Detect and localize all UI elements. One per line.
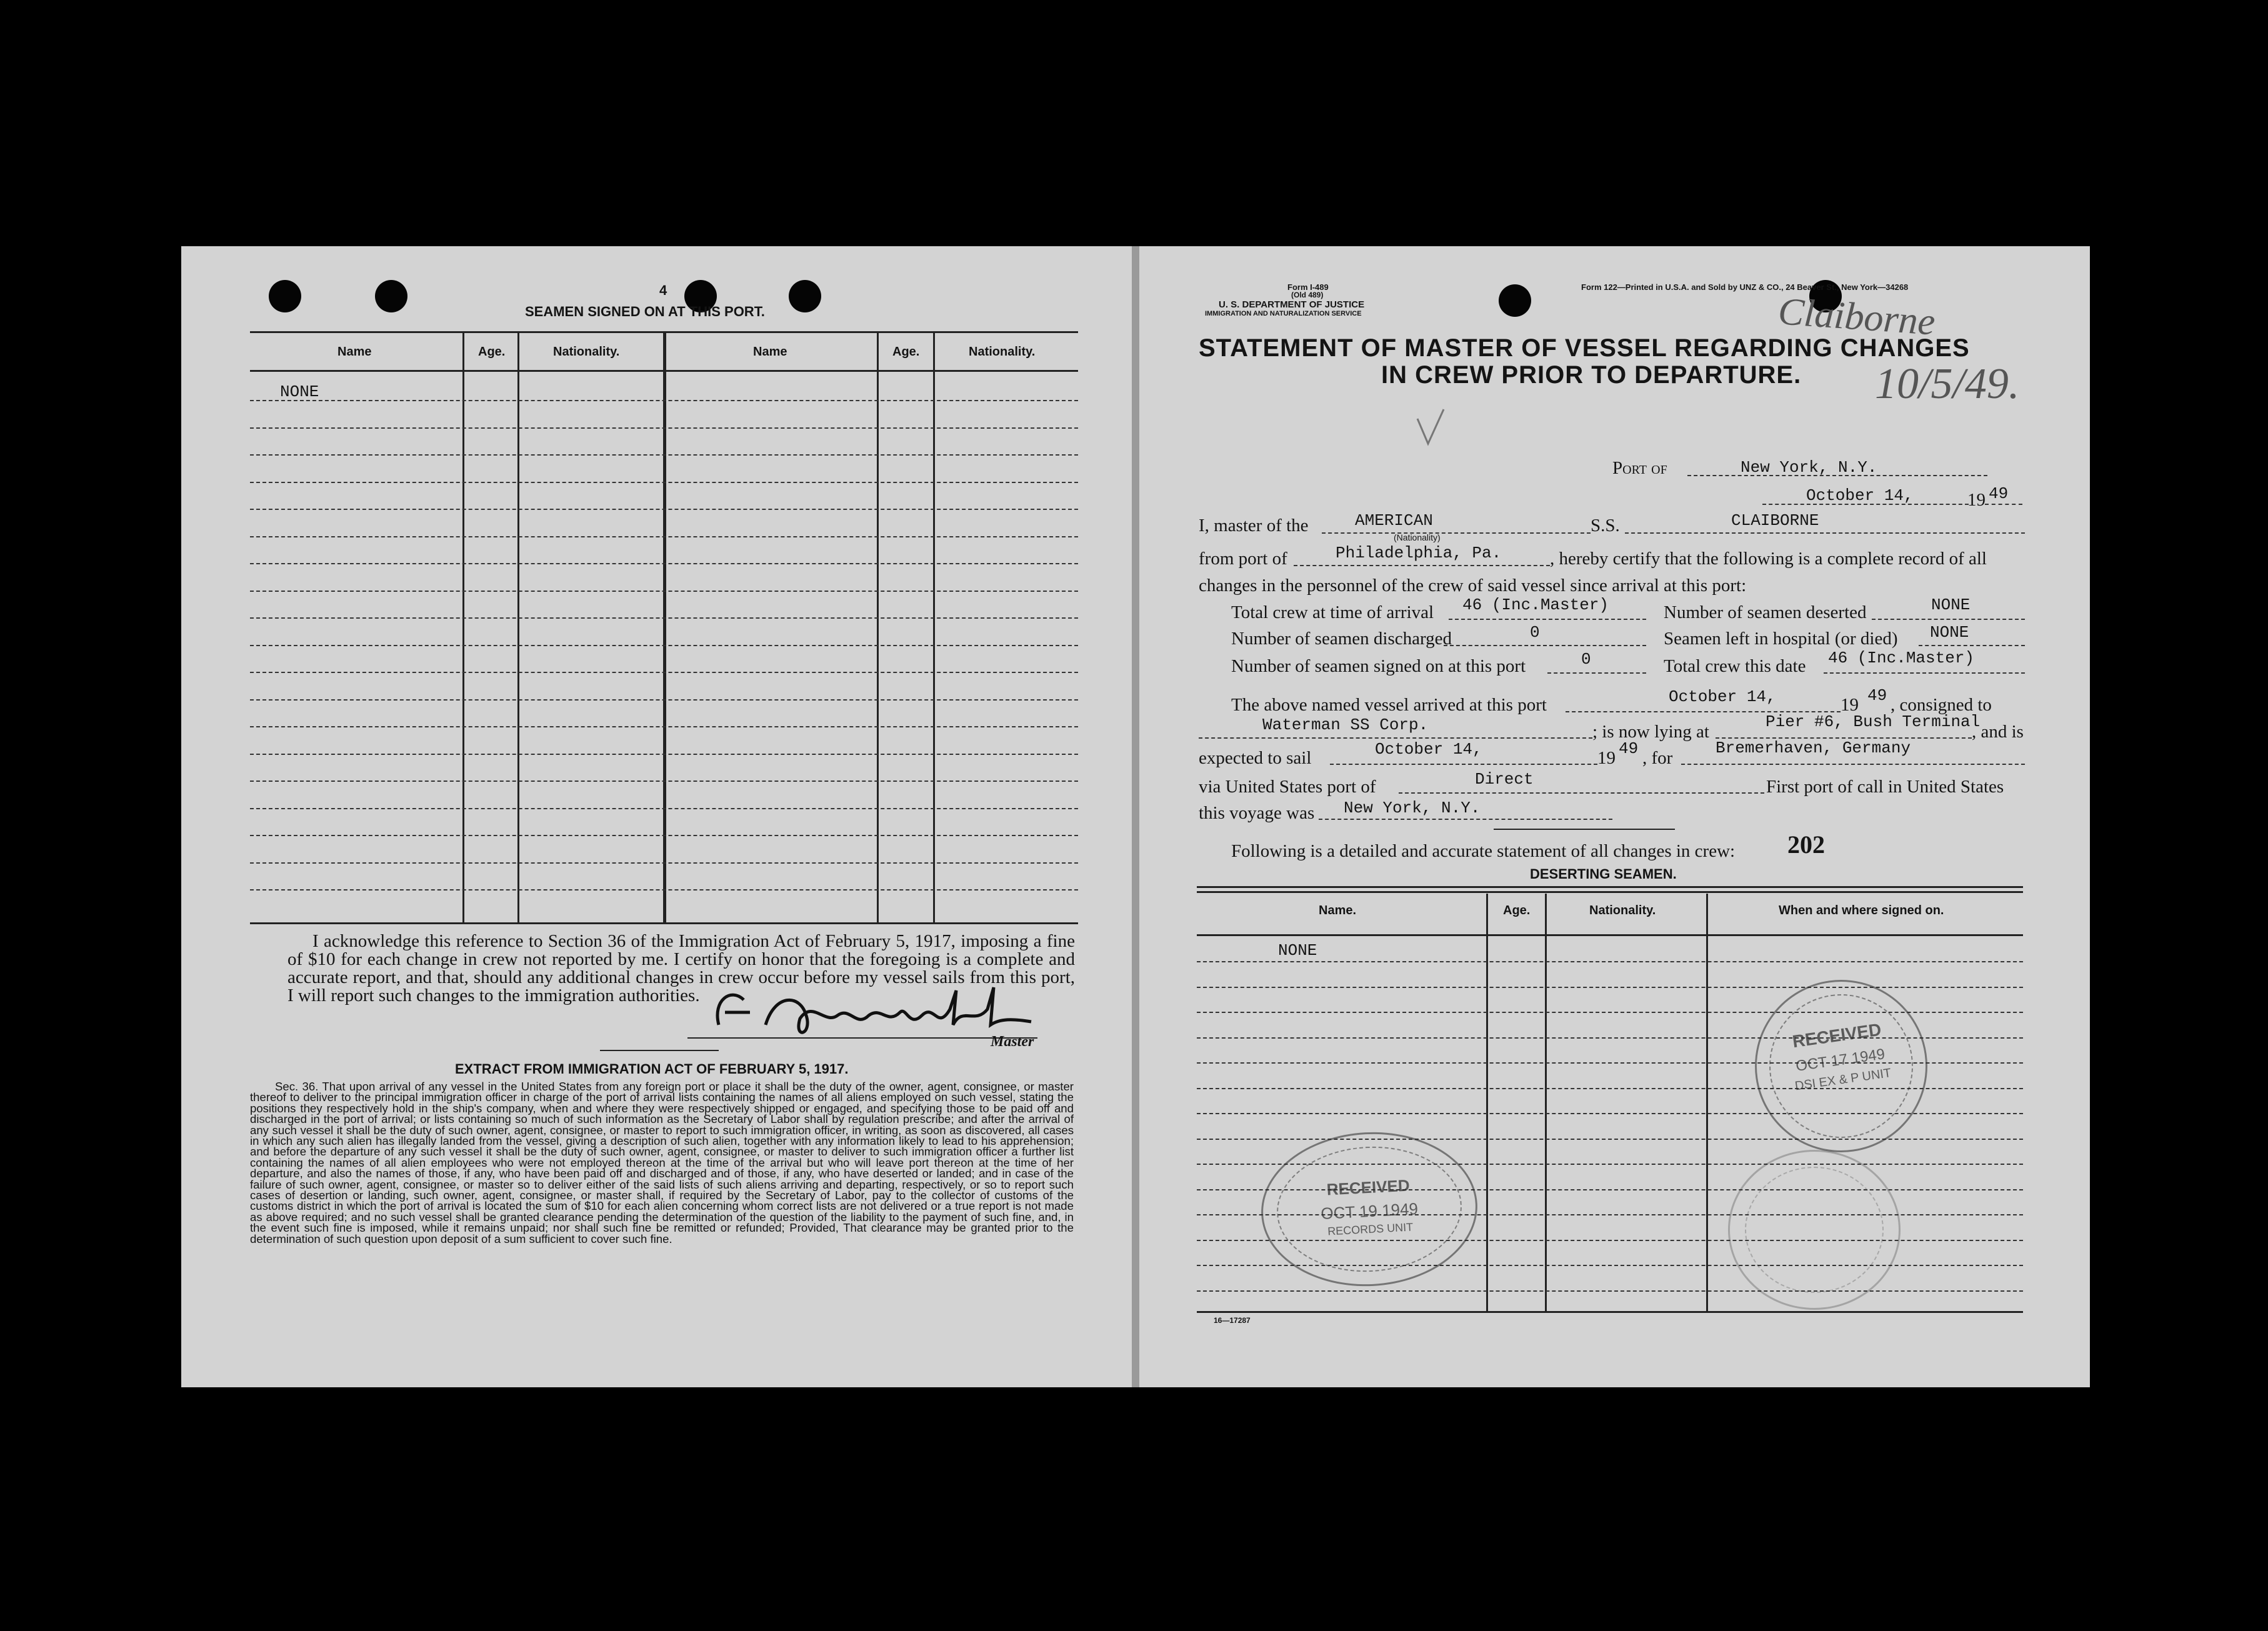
certify-text: , hereby certify that the following is a complete record of all — [1550, 549, 1987, 569]
row-line — [250, 889, 1078, 890]
fill-line — [1872, 619, 2025, 620]
changes-text: changes in the personnel of the crew of said vessel since arrival at this port: — [1199, 576, 1747, 596]
deserting-heading: DESERTING SEAMEN. — [1530, 866, 1677, 882]
column-header: Nationality. — [553, 345, 620, 359]
divider-rule — [1494, 829, 1675, 830]
row-line — [250, 591, 1078, 592]
vessel-name: CLAIBORNE — [1731, 511, 1819, 530]
punch-hole — [375, 280, 407, 312]
stamp-received-text: RECEIVED — [1791, 1019, 1883, 1052]
row-line — [250, 427, 1078, 429]
checkmark-icon — [1412, 406, 1450, 450]
form-id: Form I-489 — [1287, 282, 1329, 292]
arrived-date: October 14, — [1669, 687, 1776, 706]
column-header: Name. — [1319, 904, 1357, 917]
column-header: Age. — [478, 345, 506, 359]
service: IMMIGRATION AND NATURALIZATION SERVICE — [1205, 310, 1362, 317]
voyage-label: this voyage was — [1199, 803, 1315, 823]
punch-hole — [789, 280, 821, 312]
ss-label: S.S. — [1591, 516, 1620, 536]
row-line — [250, 672, 1078, 673]
page-number: 4 — [659, 282, 667, 298]
extract-title: EXTRACT FROM IMMIGRATION ACT OF FEBRUARY 5, 1917. — [455, 1061, 849, 1077]
form-title: STATEMENT OF MASTER OF VESSEL REGARDING CHANGES — [1199, 334, 1970, 362]
row-line — [250, 726, 1078, 727]
row-line — [250, 645, 1078, 646]
from-port-label: from port of — [1199, 549, 1287, 569]
from-port-value: Philadelphia, Pa. — [1336, 544, 1502, 562]
arrived-19: 19 — [1841, 695, 1859, 715]
row-line — [1197, 961, 2023, 962]
via-label: via United States port of — [1199, 777, 1376, 797]
deserted-label: Number of seamen deserted — [1664, 602, 1867, 622]
column-header: Name — [337, 345, 372, 359]
table-header-rule — [1197, 934, 2023, 936]
page-fold — [1132, 246, 1139, 1387]
master-label: Master — [991, 1034, 1034, 1050]
expected-label: expected to sail — [1199, 748, 1312, 768]
sail-19: 19 — [1597, 748, 1616, 768]
deserted-value: NONE — [1931, 596, 1971, 614]
fill-line — [1449, 619, 1646, 620]
stamp-unit: RECORDS UNIT — [1327, 1220, 1414, 1238]
column-header: Age. — [1503, 904, 1531, 917]
via-port: Direct — [1475, 770, 1534, 789]
section-heading: SEAMEN SIGNED ON AT THIS PORT. — [525, 304, 765, 319]
arrived-label: The above named vessel arrived at this port — [1231, 695, 1547, 715]
row-line — [250, 482, 1078, 483]
punch-hole — [269, 280, 301, 312]
date-19: 19 — [1967, 490, 1986, 510]
stamp-received-text: RECEIVED — [1326, 1175, 1411, 1199]
first-call-label: First port of call in United States — [1766, 777, 2004, 797]
stamp-date: OCT 19 1949 — [1320, 1199, 1419, 1224]
form-title: IN CREW PRIOR TO DEPARTURE. — [1381, 361, 1802, 389]
destination: Bremerhaven, Germany — [1716, 739, 1911, 757]
row-line — [250, 536, 1078, 537]
for-label: , for — [1642, 748, 1673, 768]
hospital-value: NONE — [1930, 623, 1969, 642]
hospital-label: Seamen left in hospital (or died) — [1664, 629, 1898, 649]
total-crew-date-value: 46 (Inc.Master) — [1828, 649, 1975, 667]
row-line — [250, 509, 1078, 510]
row-line — [250, 781, 1078, 782]
total-crew-arrival-value: 46 (Inc.Master) — [1462, 596, 1609, 614]
column-divider — [1486, 894, 1488, 1311]
divider-rule — [600, 1050, 719, 1051]
row-line — [250, 862, 1078, 864]
handwritten-date: 10/5/49. — [1875, 360, 2020, 408]
signature-line — [687, 1037, 1037, 1039]
printer-line: Form 122—Printed in U.S.A. and Sold by UNZ & CO., 24 Beaver St., New York—34268 — [1581, 282, 1909, 292]
column-divider — [1545, 894, 1547, 1311]
punch-hole — [1499, 284, 1531, 317]
stamped-number: 202 — [1787, 830, 1825, 859]
master-of-label: I, master of the — [1199, 516, 1309, 536]
and-is: , and is — [1972, 722, 2024, 742]
fill-line — [1625, 532, 2025, 534]
first-call-port: New York, N.Y. — [1344, 799, 1481, 817]
fill-line — [1330, 764, 1597, 765]
stamp-date: OCT 17 1949 — [1794, 1045, 1886, 1075]
faint-stamp — [1728, 1150, 1901, 1310]
fill-line — [1399, 792, 1764, 794]
fill-line — [1681, 764, 2025, 765]
row-line — [250, 835, 1078, 836]
table-entry: NONE — [1278, 941, 1317, 960]
column-header: When and where signed on. — [1779, 904, 1944, 917]
table-entry: NONE — [280, 382, 319, 401]
table-bottom-rule — [1197, 1311, 2023, 1313]
fill-line — [1199, 737, 1592, 739]
extract-text: Sec. 36. That upon arrival of any vessel in the United States from any foreign port or place it shall be the duty of the owner, agent, consignee, or master thereof to deliver to the principal immigration officer in charge of the port of arrival lists containing the names of all aliens employed on such vessel, stating the positions they respectively hold in the ship's company, when and where they were respectively shipped or engaged, and specifying those to be paid off and discharged in the port of arrival; or lists containing so much of such information as the Secretary of Labor shall by regulation prescribe; and after the arrival of any such vessel it shall be the duty of such owner, agent, consignee, or master to report to such immigration officer, in writing, as soon as discovered, all cases in which any such alien has illegally landed from the vessel, giving a description of such alien, together with any information likely to lead to his apprehension; and before the departure of any such vessel it shall be the duty of such owner, agent, consignee, or master to deliver to such immigration officer a further list containing the names of all alien employees who were not employed thereon at the time of the arrival but who will leave port thereon at the time of her departure, and also the names of those, if any, who have been paid off and discharged and of those, if any, who have deserted or landed; and in case of the failure of such owner, agent, consignee, or master so to deliver either of the said lists of such aliens arriving and departing, respectively, or so to report such cases of desertion or landing, such owner, agent, consignee, or master shall, if required by the Secretary of Labor, pay to the collector of customs of the customs district in which the port of arrival is located the sum of $10 for each alien concerning whom correct lists are not delivered or a true report is not made as above required; and no such vessel shall be granted clearance pending the determination of the question of the liability to the payment of such fine, and, in the event such fine is imposed, while it remains unpaid; nor shall such fine be remitted or refunded; Provided, That clearance may be granted prior to the determination of such question upon deposit of a sum sufficient to cover such fine. — [250, 1080, 1074, 1245]
fill-line — [1919, 645, 2025, 646]
lying-label: ; is now lying at — [1592, 722, 1709, 742]
footer-code: 16—17287 — [1214, 1316, 1251, 1325]
column-divider — [933, 331, 935, 922]
stamp-unit: DSI EX & P UNIT — [1794, 1066, 1892, 1094]
row-line — [1197, 987, 2023, 988]
date-value: October 14, — [1806, 486, 1914, 505]
column-header: Nationality. — [969, 345, 1036, 359]
row-line — [250, 400, 1078, 401]
table-bottom-rule — [250, 922, 1078, 924]
agency: U. S. DEPARTMENT OF JUSTICE — [1219, 299, 1365, 310]
lying-at: Pier #6, Bush Terminal — [1766, 712, 1981, 731]
column-divider — [877, 331, 879, 922]
column-divider — [462, 331, 464, 922]
fill-line — [1824, 672, 2025, 674]
sail-date: October 14, — [1375, 740, 1482, 759]
column-divider — [517, 331, 519, 922]
nationality-value: AMERICAN — [1355, 511, 1433, 530]
form-old: (Old 489) — [1291, 291, 1324, 299]
fill-line — [1294, 565, 1550, 566]
discharged-label: Number of seamen discharged — [1231, 629, 1452, 649]
row-line — [250, 617, 1078, 619]
table-top-rule — [1197, 891, 2023, 893]
fill-line — [1985, 504, 2022, 505]
row-line — [250, 699, 1078, 701]
table-top-rule — [1197, 886, 2023, 888]
column-divider — [1706, 894, 1708, 1311]
consigned-label: , consigned to — [1891, 695, 1992, 715]
row-line — [1197, 1290, 2023, 1292]
column-header: Age. — [892, 345, 920, 359]
following-text: Following is a detailed and accurate statement of all changes in crew: — [1231, 841, 1736, 861]
total-crew-arrival-label: Total crew at time of arrival — [1231, 602, 1434, 622]
fill-line — [1547, 672, 1646, 674]
signed-on-label: Number of seamen signed on at this port — [1231, 656, 1526, 676]
total-crew-date-label: Total crew this date — [1664, 656, 1806, 676]
column-divider — [663, 331, 666, 922]
column-header: Nationality. — [1589, 904, 1656, 917]
row-line — [1197, 1139, 2023, 1140]
fill-line — [1322, 532, 1591, 534]
port-label: Port of — [1612, 458, 1667, 478]
fill-line — [1319, 819, 1612, 820]
fill-line — [1444, 645, 1646, 646]
row-line — [250, 808, 1078, 809]
sail-year: 49 — [1619, 739, 1639, 758]
arrived-year: 49 — [1867, 686, 1887, 705]
acknowledgement-text: I acknowledge this reference to Section 36 of the Immigration Act of February 5, 1917, imposing a fine of $10 for each change in crew not reported by me. I certify on honor that the foregoing is a complete and accurate report, and that, should any additional changes in crew occur before my vessel sails from this port, I will report such changes to the immigration authorities. — [287, 931, 1075, 1005]
row-line — [250, 754, 1078, 755]
consignee: Waterman SS Corp. — [1262, 716, 1429, 734]
port-value: New York, N.Y. — [1741, 458, 1877, 477]
discharged-value: 0 — [1530, 623, 1540, 642]
handwritten-name: Claiborne — [1776, 290, 1937, 344]
row-line — [250, 454, 1078, 456]
signed-on-value: 0 — [1581, 650, 1591, 669]
nationality-label: (Nationality) — [1394, 532, 1441, 542]
column-header: Name — [753, 345, 787, 359]
row-line — [250, 563, 1078, 564]
date-year: 49 — [1989, 484, 2009, 503]
